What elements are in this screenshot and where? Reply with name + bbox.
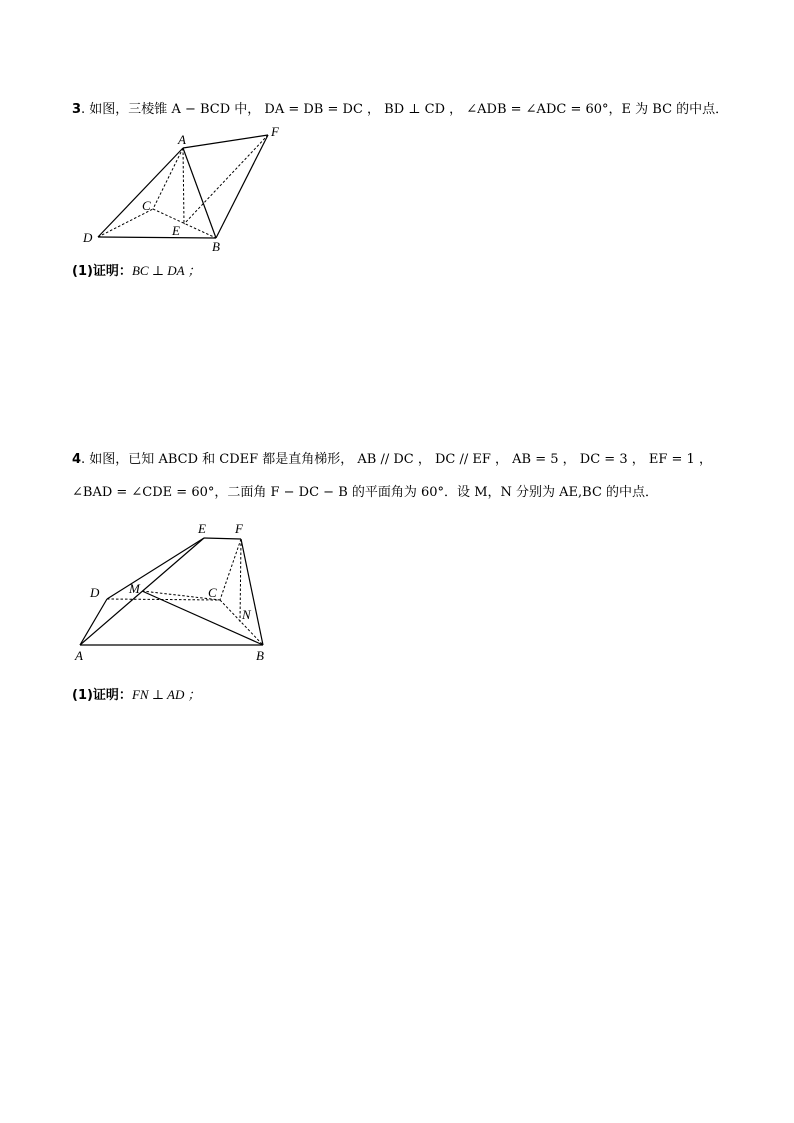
problem3-stem bbox=[72, 101, 728, 119]
problem4-stem-text2: ∠BAD = ∠CDE = 60°，二面角 F − DC − B 的平面角为 60°．设 M，N 分别为 AE,BC 的中点． bbox=[72, 485, 659, 500]
edge-AF bbox=[183, 135, 268, 148]
edge-FB bbox=[216, 135, 268, 238]
edge-FB bbox=[241, 539, 263, 645]
edge-AD bbox=[80, 599, 107, 645]
label-F: F bbox=[271, 124, 279, 139]
label-E: E bbox=[172, 223, 180, 238]
label-M: M bbox=[129, 581, 140, 596]
problem4-figure bbox=[70, 518, 290, 668]
edge-DC bbox=[107, 599, 220, 600]
problem4-stem-line2 bbox=[72, 484, 658, 502]
edge-FE bbox=[184, 135, 268, 224]
problem4-stem-text1: . 如图，已知 ABCD 和 CDEF 都是直角梯形， AB // DC ， DC // EF ， AB = 5 ， DC = 3 ， EF = 1 ， bbox=[81, 452, 712, 467]
label-E: E bbox=[198, 521, 206, 536]
label-C: C bbox=[208, 585, 217, 600]
edge-AE bbox=[183, 148, 184, 224]
problem4-part1 bbox=[72, 686, 201, 705]
problem3-stem-text: . 如图，三棱锥 A − BCD 中， DA = DB = DC ， BD ⊥ CD ， ∠ADB = ∠ADC = 60°，E 为 BC 的中点． bbox=[81, 102, 729, 117]
label-D: D bbox=[90, 585, 100, 600]
label-C: C bbox=[142, 198, 151, 213]
label-N: N bbox=[242, 607, 251, 622]
label-B: B bbox=[256, 648, 264, 663]
problem4-part1-prefix: (1)证明： bbox=[72, 688, 132, 703]
edge-AB bbox=[183, 148, 216, 238]
problem3-part1-prefix: (1)证明： bbox=[72, 264, 132, 279]
problem3-figure bbox=[78, 124, 298, 254]
edge-FN bbox=[240, 539, 241, 622]
label-D: D bbox=[83, 230, 93, 245]
edge-DE bbox=[107, 538, 204, 599]
problem4-part1-expr: FN ⊥ AD ； bbox=[131, 687, 201, 702]
edge-FC bbox=[220, 539, 241, 600]
label-F: F bbox=[235, 521, 243, 536]
problem3-part1 bbox=[72, 262, 201, 281]
label-A: A bbox=[75, 648, 83, 663]
problem3-part1-expr: BC ⊥ DA ； bbox=[131, 263, 201, 278]
edge-AC bbox=[153, 148, 183, 209]
problem4-stem-line1 bbox=[72, 451, 712, 469]
edge-EF bbox=[204, 538, 241, 539]
label-B: B bbox=[212, 239, 220, 254]
problem4-number: 4 bbox=[72, 452, 82, 467]
problem3-number: 3 bbox=[72, 102, 82, 117]
edge-DB bbox=[98, 237, 216, 238]
edge-DA bbox=[98, 148, 183, 237]
edge-DC bbox=[98, 209, 153, 237]
label-A: A bbox=[178, 132, 186, 147]
